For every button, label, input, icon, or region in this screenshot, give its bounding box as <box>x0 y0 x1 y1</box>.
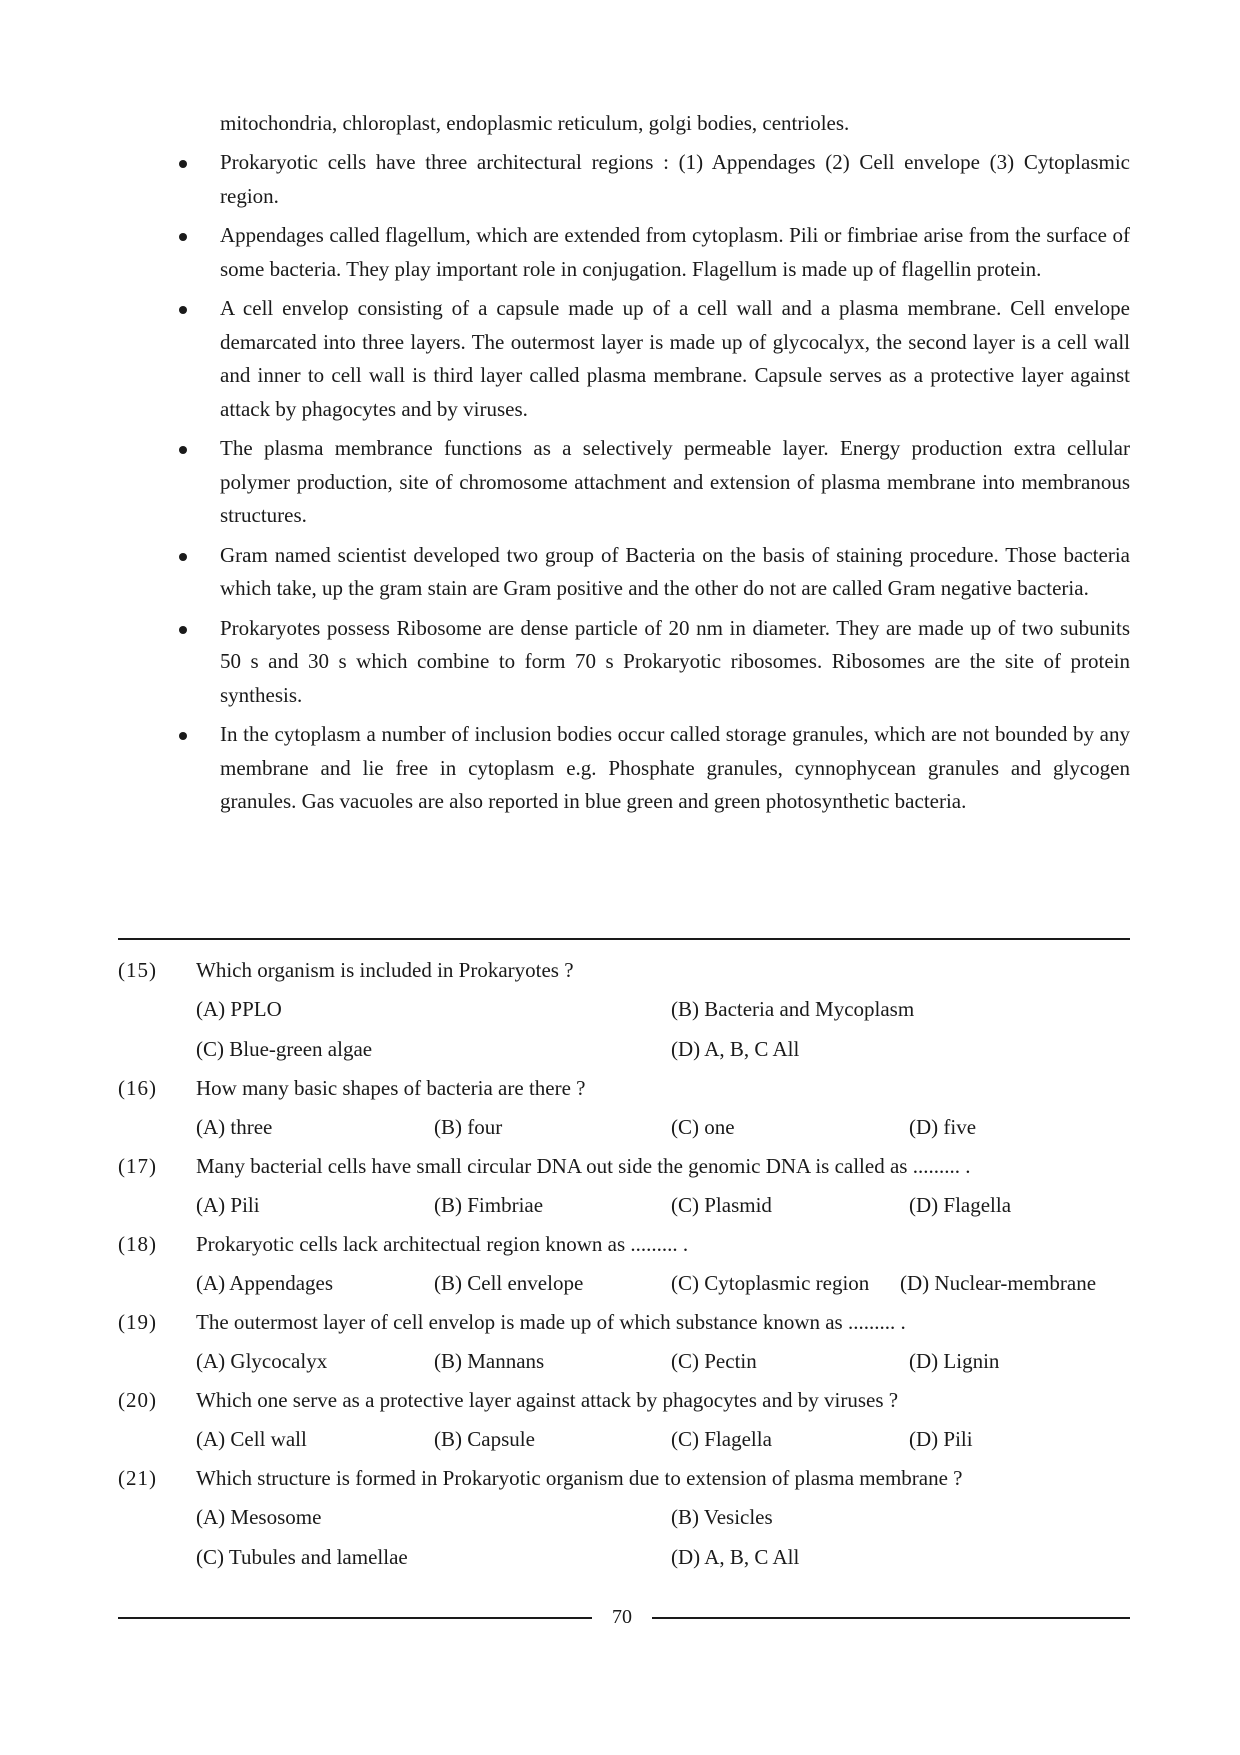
option-c: (C) Tubules and lamellae <box>196 1545 408 1569</box>
question-text: Prokaryotic cells lack architectual region known as ......... . <box>196 1232 689 1256</box>
question-text: How many basic shapes of bacteria are there ? <box>196 1076 586 1100</box>
option-d: (D) Flagella <box>909 1193 1012 1217</box>
bullet-item <box>168 612 1130 713</box>
bullet-text: In the cytoplasm a number of inclusion bodies occur called storage granules, which are not bounded by any membrane and lie free in cytoplasm e.g. Phosphate granules, cynnophycean granules and glycogen granules. Gas vacuoles are also reported in blue green and green photosynthetic bacteria. <box>220 722 1130 813</box>
option-d: (D) five <box>909 1115 977 1139</box>
question-text: The outermost layer of cell envelop is made up of which substance known as ......... . <box>196 1310 906 1334</box>
question-19 <box>118 1303 1158 1381</box>
notes-continuation: mitochondria, chloroplast, endoplasmic reticulum, golgi bodies, centrioles. <box>220 111 850 135</box>
bullet-dot-icon <box>179 306 187 314</box>
bullet-item <box>168 718 1130 819</box>
option-c: (C) Pectin <box>671 1349 757 1373</box>
question-16 <box>118 1069 1158 1147</box>
question-number: (17) <box>118 1154 157 1178</box>
bullet-text: The plasma membrance functions as a selectively permeable layer. Energy production extra cellular polymer production, site of chromosome attachment and extension of plasma membrane into membranous structures. <box>220 436 1130 527</box>
page-number: 70 <box>612 1606 632 1628</box>
notes-section <box>168 106 1130 819</box>
question-17 <box>118 1147 1158 1225</box>
question-number: (15) <box>118 958 157 982</box>
question-number: (21) <box>118 1466 157 1490</box>
option-b: (B) Cell envelope <box>434 1271 584 1295</box>
option-a: (A) PPLO <box>196 997 282 1021</box>
option-d: (D) A, B, C All <box>671 1037 800 1061</box>
bullet-dot-icon <box>179 233 187 241</box>
option-c: (C) Plasmid <box>671 1193 772 1217</box>
bullet-text: Gram named scientist developed two group of Bacteria on the basis of staining procedure. Those bacteria which take, up the gram stain are Gram positive and the other do not are called Gram negative bacteria. <box>220 542 1130 600</box>
question-number: (18) <box>118 1232 157 1256</box>
bullet-item <box>168 292 1130 426</box>
option-d: (D) Lignin <box>909 1349 1000 1373</box>
option-d: (D) A, B, C All <box>671 1545 800 1569</box>
bullet-dot-icon <box>179 553 187 561</box>
question-21 <box>118 1459 1158 1577</box>
question-number: (19) <box>118 1310 157 1334</box>
question-text: Many bacterial cells have small circular DNA out side the genomic DNA is called as ......... . <box>196 1154 971 1178</box>
bullet-text: Prokaryotic cells have three architectural regions : (1) Appendages (2) Cell envelope (3) Cytoplasmic region. <box>220 150 1130 208</box>
option-d: (D) Nuclear-membrane <box>900 1271 1097 1295</box>
option-a: (A) three <box>196 1115 273 1139</box>
bullet-item <box>168 432 1130 533</box>
option-a: (A) Cell wall <box>196 1427 307 1451</box>
bullet-dot-icon <box>179 160 187 168</box>
option-b: (B) Mannans <box>434 1349 545 1373</box>
question-15 <box>118 951 1158 1069</box>
bullet-item <box>168 146 1130 213</box>
option-b: (B) Bacteria and Mycoplasm <box>671 997 915 1021</box>
question-18 <box>118 1225 1158 1303</box>
option-b: (B) Vesicles <box>671 1505 773 1529</box>
option-a: (A) Appendages <box>196 1271 334 1295</box>
footer-rule-left <box>118 1617 592 1619</box>
option-b: (B) four <box>434 1115 503 1139</box>
option-d: (D) Pili <box>909 1427 973 1451</box>
option-c: (C) one <box>671 1115 735 1139</box>
option-b: (B) Fimbriae <box>434 1193 544 1217</box>
bullet-dot-icon <box>179 626 187 634</box>
bullet-text: Appendages called flagellum, which are extended from cytoplasm. Pili or fimbriae arise from the surface of some bacteria. They play important role in conjugation. Flagellum is made up of flagellin protein. <box>220 223 1130 281</box>
option-c: (C) Cytoplasmic region <box>671 1271 870 1295</box>
question-text: Which organism is included in Prokaryotes ? <box>196 958 574 982</box>
section-divider <box>118 938 1130 940</box>
question-number: (16) <box>118 1076 157 1100</box>
question-text: Which structure is formed in Prokaryotic organism due to extension of plasma membrane ? <box>196 1466 963 1490</box>
option-a: (A) Mesosome <box>196 1505 322 1529</box>
question-number: (20) <box>118 1388 157 1412</box>
option-b: (B) Capsule <box>434 1427 535 1451</box>
bullet-dot-icon <box>179 732 187 740</box>
question-text: Which one serve as a protective layer against attack by phagocytes and by viruses ? <box>196 1388 899 1412</box>
bullet-item <box>168 219 1130 286</box>
question-20 <box>118 1381 1158 1459</box>
option-c: (C) Flagella <box>671 1427 772 1451</box>
bullet-dot-icon <box>179 446 187 454</box>
bullet-item <box>168 539 1130 606</box>
questions-section <box>118 951 1158 1577</box>
bullet-text: A cell envelop consisting of a capsule made up of a cell wall and a plasma membrane. Cell envelope demarcated into three layers. The outermost layer is made up of glycocalyx, the second layer is a cell wall and inner to cell wall is third layer called plasma membrane. Capsule serves as a protective layer against attack by phagocytes and by viruses. <box>220 296 1130 421</box>
option-c: (C) Blue-green algae <box>196 1037 373 1061</box>
bullet-text: Prokaryotes possess Ribosome are dense particle of 20 nm in diameter. They are made up of two subunits 50 s and 30 s which combine to form 70 s Prokaryotic ribosomes. Ribosomes are the site of protein synthesis. <box>220 615 1130 707</box>
option-a: (A) Pili <box>196 1193 260 1217</box>
option-a: (A) Glycocalyx <box>196 1349 328 1373</box>
footer-rule-right <box>652 1617 1130 1619</box>
